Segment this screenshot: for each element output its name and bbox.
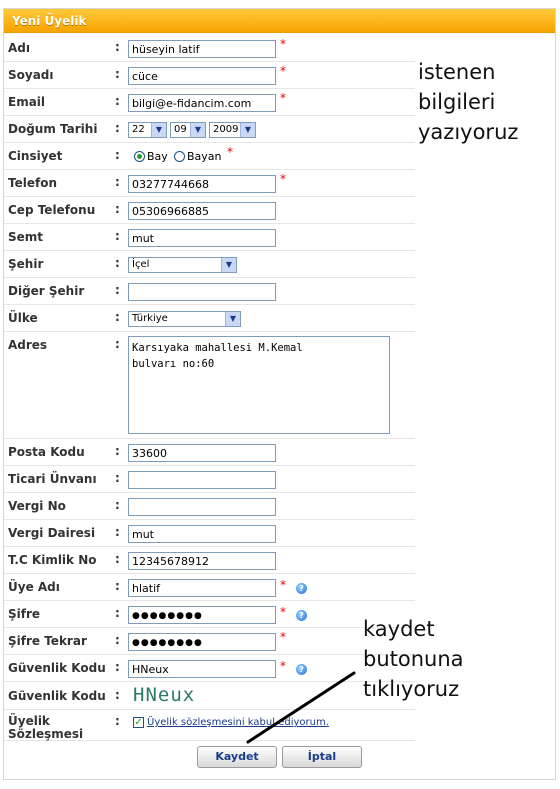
colon: : [115,310,120,324]
colon: : [115,148,120,162]
label-tc: T.C Kimlik No [8,553,97,567]
label-ad: Adı [8,41,30,55]
required-mark: * [280,37,286,51]
username-input[interactable]: hlatif [128,579,276,597]
security-code-input[interactable]: HNeux [128,660,276,678]
address-line: bulvarı no:60 [132,358,215,370]
colon: : [115,121,120,135]
annotation-line: bilgileri [418,90,496,114]
required-mark: * [227,145,233,159]
colon: : [115,444,120,458]
password-confirm-input[interactable]: ●●●●●●●● [128,633,276,651]
password-input[interactable]: ●●●●●●●● [128,606,276,624]
colon: : [115,229,120,243]
captcha-image: HNeux [133,684,196,706]
mobile-input[interactable]: 05306966885 [128,202,276,220]
district-input[interactable]: mut [128,229,276,247]
label-uye-adi: Üye Adı [8,580,60,594]
agreement-checkbox[interactable]: ✓ [134,717,143,728]
label-sehir: Şehir [8,257,44,271]
required-mark: * [280,605,286,619]
colon: : [115,498,120,512]
birth-month-value: 09 [174,124,187,135]
annotation-line: tıklıyoruz [363,677,460,701]
birth-day-value: 22 [132,124,145,135]
help-icon[interactable]: ? [296,583,307,594]
label-telefon: Telefon [8,176,57,190]
gender-male-label: Bay [147,150,168,163]
label-guvenlik-input: Güvenlik Kodu [8,661,106,675]
required-mark: * [280,172,286,186]
agreement-link[interactable]: Üyelik sözleşmesini kabul ediyorum. [147,717,329,728]
colon: : [115,688,120,702]
colon: : [115,337,120,351]
chevron-down-icon: ▼ [190,123,205,137]
colon: : [115,256,120,270]
colon: : [115,471,120,485]
required-mark: * [280,578,286,592]
save-button[interactable]: Kaydet [197,746,277,768]
form-title: Yeni Üyelik [12,14,87,28]
colon: : [115,525,120,539]
label-vergi-no: Vergi No [8,499,66,513]
city-value: İçel [132,259,150,270]
postal-code-input[interactable]: 33600 [128,444,276,462]
tax-office-input[interactable]: mut [128,525,276,543]
annotation-line: butonuna [363,647,464,671]
label-sifre-tekrar: Şifre Tekrar [8,634,87,648]
required-mark: * [280,659,286,673]
label-cep: Cep Telefonu [8,203,96,217]
label-ulke: Ülke [8,311,38,325]
label-sifre: Şifre [8,607,41,621]
colon: : [115,714,120,728]
label-sozlesme-2: Sözleşmesi [8,727,84,741]
cancel-button[interactable]: İptal [282,746,362,768]
label-diger-sehir: Diğer Şehir [8,284,85,298]
required-mark: * [280,630,286,644]
annotation-line: istenen [418,60,496,84]
chevron-down-icon: ▼ [225,312,240,326]
annotation-line: kaydet [363,617,435,641]
colon: : [115,660,120,674]
label-posta: Posta Kodu [8,445,85,459]
colon: : [115,579,120,593]
label-dogum: Doğum Tarihi [8,122,98,136]
address-line: Karsıyaka mahallesi M.Kemal [132,342,303,354]
chevron-down-icon: ▼ [221,258,236,272]
label-ticari: Ticari Ünvanı [8,472,97,486]
label-sozlesme-1: Üyelik [8,714,50,728]
gender-female-label: Bayan [187,150,222,163]
chevron-down-icon: ▼ [151,123,166,137]
label-semt: Semt [8,230,44,244]
help-icon[interactable]: ? [296,664,307,675]
colon: : [115,283,120,297]
required-mark: * [280,91,286,105]
label-email: Email [8,95,46,109]
country-value: Türkiye [132,313,168,324]
last-name-input[interactable]: cüce [128,67,276,85]
required-mark: * [280,64,286,78]
colon: : [115,606,120,620]
colon: : [115,633,120,647]
label-guvenlik-image: Güvenlik Kodu [8,689,106,703]
label-cinsiyet: Cinsiyet [8,149,63,163]
chevron-down-icon: ▼ [240,123,255,137]
phone-input[interactable]: 03277744668 [128,175,276,193]
help-icon[interactable]: ? [296,610,307,621]
colon: : [115,67,120,81]
label-soyad: Soyadı [8,68,54,82]
colon: : [115,40,120,54]
label-adres: Adres [8,338,48,352]
first-name-input[interactable]: hüseyin latif [128,40,276,58]
label-vergi-dairesi: Vergi Dairesi [8,526,96,540]
colon: : [115,175,120,189]
colon: : [115,94,120,108]
colon: : [115,202,120,216]
email-input[interactable]: bilgi@e-fidancim.com [128,94,276,112]
colon: : [115,552,120,566]
national-id-input[interactable]: 12345678912 [128,552,276,570]
annotation-line: yazıyoruz [418,120,519,144]
birth-year-value: 2009 [213,124,239,135]
